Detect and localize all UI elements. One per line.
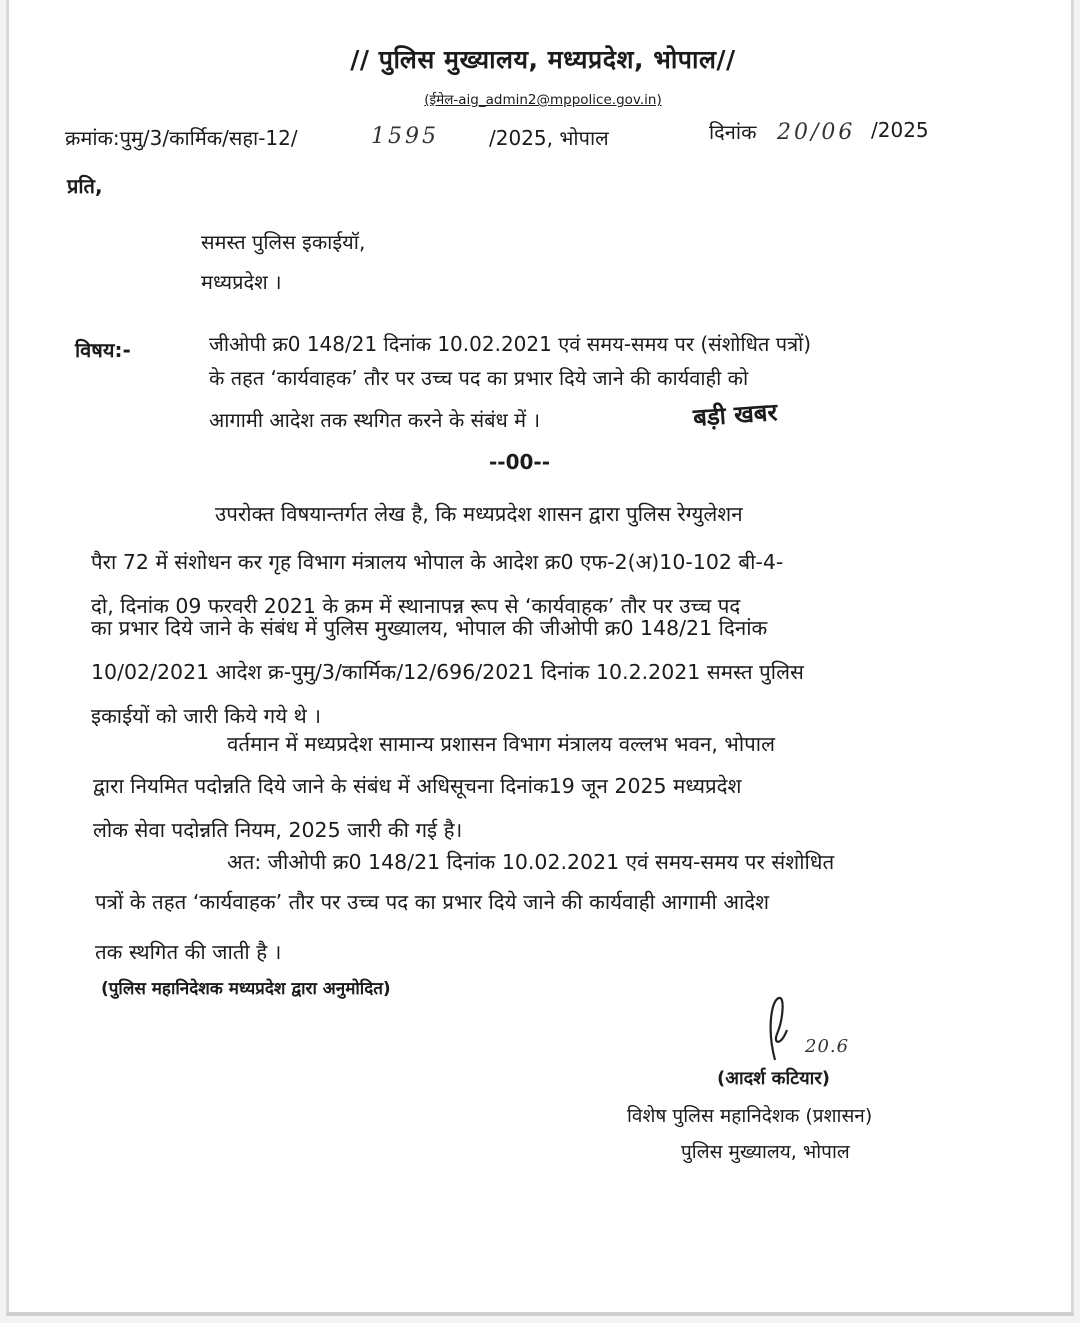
para3-line-2: पत्रों के तहत ‘कार्यवाहक’ तौर पर उच्च पद का प्रभार दिये जाने की कार्यवाही आगामी आदेश bbox=[95, 890, 770, 914]
separator: --00-- bbox=[489, 450, 551, 474]
signatory-designation: विशेष पुलिस महानिदेशक (प्रशासन) bbox=[627, 1105, 873, 1127]
reference-year-place: /2025, भोपाल bbox=[489, 126, 609, 150]
approval-note: (पुलिस महानिदेशक मध्यप्रदेश द्वारा अनुमोदित) bbox=[101, 979, 391, 999]
signatory-office: पुलिस मुख्यालय, भोपाल bbox=[681, 1141, 850, 1163]
office-title: // पुलिस मुख्यालय, मध्यप्रदेश, भोपाल// bbox=[350, 45, 736, 74]
subject-line-1: जीओपी क्र0 148/21 दिनांक 10.02.2021 एवं समय-समय पर (संशोधित पत्रों) bbox=[209, 332, 812, 356]
para3-line-3: तक स्थगित की जाती है । bbox=[95, 940, 282, 964]
to-label: प्रति, bbox=[67, 174, 103, 198]
subject-label: विषय:- bbox=[75, 338, 131, 362]
para1-line-5: 10/02/2021 आदेश क्र-पुमु/3/कार्मिक/12/696/2021 दिनांक 10.2.2021 समस्त पुलिस bbox=[91, 660, 804, 684]
addressee-line-2: मध्यप्रदेश । bbox=[201, 270, 282, 294]
para2-line-2: द्वारा नियमित पदोन्नति दिये जाने के संबंध में अधिसूचना दिनांक19 जून 2025 मध्यप्रदेश bbox=[93, 774, 742, 798]
date-label: दिनांक bbox=[709, 120, 757, 144]
para1-line-3: दो, दिनांक 09 फरवरी 2021 के क्रम में स्थानापन्न रूप से ‘कार्यवाहक’ तौर पर उच्च पद bbox=[91, 594, 741, 618]
para1-line-4: का प्रभार दिये जाने के संबंध में पुलिस मुख्यालय, भोपाल की जीओपी क्र0 148/21 दिनांक bbox=[91, 616, 768, 640]
signature-date: 20.6 bbox=[805, 1036, 850, 1057]
handwritten-note: बड़ी खबर bbox=[692, 398, 779, 432]
addressee-line-1: समस्त पुलिस इकाईयॉ, bbox=[201, 230, 366, 254]
handwritten-signature bbox=[757, 990, 877, 1070]
reference-number-prefix: क्रमांक:पुमु/3/कार्मिक/सहा-12/ bbox=[65, 126, 298, 150]
signatory-name: (आदर्श कटियार) bbox=[717, 1068, 830, 1089]
para2-line-3: लोक सेवा पदोन्नति नियम, 2025 जारी की गई है। bbox=[93, 818, 463, 842]
office-email: (ईमेल-aig_admin2@mppolice.gov.in) bbox=[424, 92, 662, 108]
para1-line-2: पैरा 72 में संशोधन कर गृह विभाग मंत्रालय भोपाल के आदेश क्र0 एफ-2(अ)10-102 बी-4- bbox=[91, 550, 784, 574]
para1-line-1: उपरोक्त विषयान्तर्गत लेख है, कि मध्यप्रदेश शासन द्वारा पुलिस रेग्युलेशन bbox=[215, 502, 743, 526]
para1-line-6: इकाईयों को जारी किये गये थे । bbox=[91, 704, 321, 728]
subject-line-2: के तहत ‘कार्यवाहक’ तौर पर उच्च पद का प्रभार दिये जाने की कार्यवाही को bbox=[209, 366, 749, 390]
date-handwritten: 20/06 bbox=[777, 120, 856, 145]
subject-line-3: आगामी आदेश तक स्थगित करने के संबंध में । bbox=[209, 408, 541, 432]
reference-number-handwritten: 1595 bbox=[371, 124, 439, 149]
date-year: /2025 bbox=[871, 118, 929, 142]
para2-line-1: वर्तमान में मध्यप्रदेश सामान्य प्रशासन विभाग मंत्रालय वल्लभ भवन, भोपाल bbox=[227, 732, 775, 756]
document-page bbox=[6, 0, 1074, 1316]
para3-line-1: अत: जीओपी क्र0 148/21 दिनांक 10.02.2021 एवं समय-समय पर संशोधित bbox=[227, 850, 835, 874]
